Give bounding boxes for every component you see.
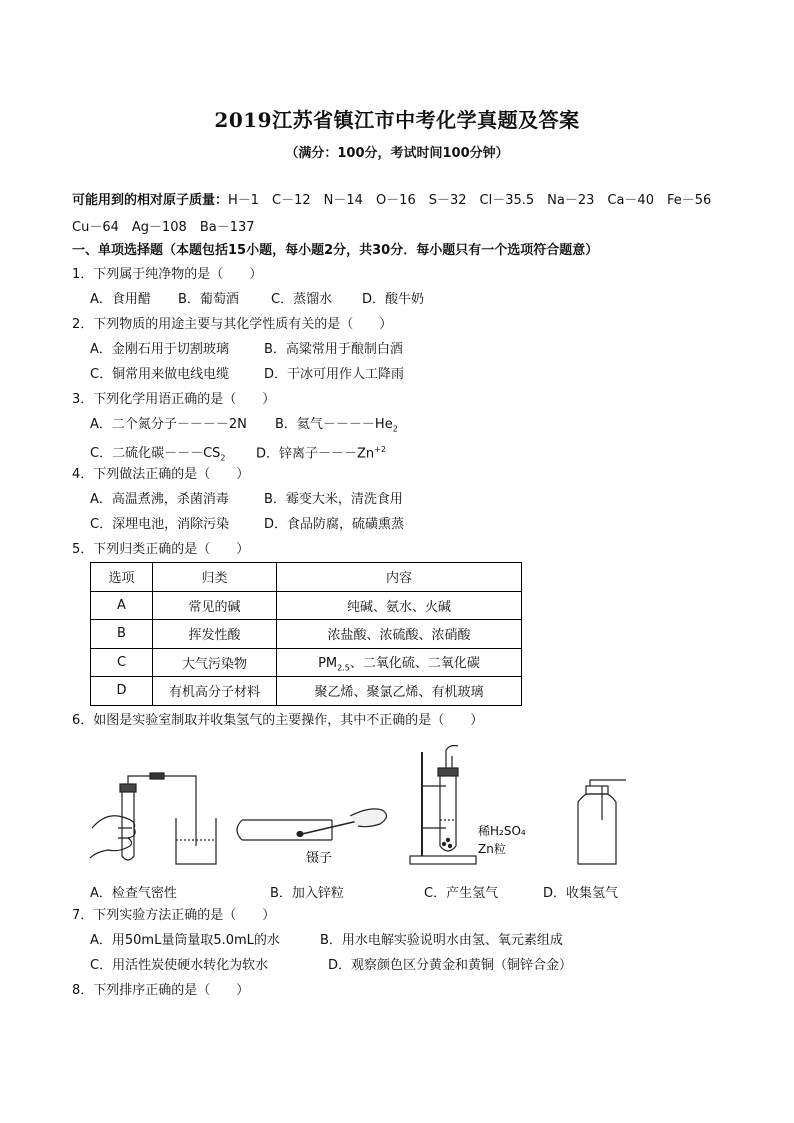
option-c: C．用活性炭使硬水转化为软水: [90, 958, 269, 973]
option-b: B．霉变大米，清洗食用: [264, 492, 403, 507]
question-7-options-row1: [90, 932, 563, 950]
table-cell-category: 有机高分子材料: [153, 677, 277, 706]
question-7-stem: 7．下列实验方法正确的是（ ）: [72, 908, 276, 923]
option-a: A．高温煮沸，杀菌消毒: [90, 492, 229, 507]
option-b-subscript: 2: [392, 424, 398, 434]
option-c-subscript: 2: [220, 453, 226, 463]
table-cell-content: 纯碱、氨水、火碱: [277, 591, 522, 620]
option-a: A．金刚石用于切割玻璃: [90, 342, 229, 357]
table-row: [91, 591, 522, 620]
figure-caption-a: A．检查气密性: [90, 886, 177, 901]
label-tweezers: 镊子: [306, 851, 333, 866]
table-cell-category: 大气污染物: [153, 648, 277, 677]
table-cell-option: B: [91, 620, 153, 649]
figure-caption-b: B．加入锌粒: [270, 886, 344, 901]
option-c: [90, 445, 256, 468]
figure-caption-d: D．收集氢气: [543, 886, 619, 901]
table-cell-option: D: [91, 677, 153, 706]
atomic-masses-values: H－1 C－12 N－14 O－16 S－32 Cl－35.5 Na－23 Ca－40 Fe－56: [228, 193, 712, 208]
table-header: 内容: [277, 563, 522, 592]
option-a: A．用50mL量筒量取5.0mL的水: [90, 933, 280, 948]
table-cell-option: C: [91, 648, 153, 677]
option-c-text: C．二硫化碳－－－CS: [90, 446, 221, 462]
figure-caption-c: C．产生氢气: [424, 886, 499, 901]
page-title: 2019江苏省镇江市中考化学真题及答案: [214, 108, 580, 132]
atomic-masses-label: 可能用到的相对原子质量：: [72, 193, 229, 208]
option-b: [275, 416, 398, 439]
question-7-options-row2: [90, 957, 572, 975]
question-1-stem: 1．下列属于纯净物的是（ ）: [72, 267, 263, 282]
content-pm-subscript: 2.5: [337, 663, 350, 673]
question-6-stem: 6．如图是实验室制取并收集氢气的主要操作，其中不正确的是（ ）: [72, 713, 484, 728]
question-2-stem: 2．下列物质的用途主要与其化学性质有关的是（ ）: [72, 317, 393, 332]
option-d: D．观察颜色区分黄金和黄铜（铜锌合金）: [328, 958, 573, 973]
table-cell-category: 常见的碱: [153, 591, 277, 620]
classification-table: [90, 562, 522, 706]
table-cell-content: 浓盐酸、浓硫酸、浓硝酸: [277, 620, 522, 649]
table-header-row: [91, 563, 522, 592]
table-header: 归类: [153, 563, 277, 592]
question-4-options-row2: [90, 516, 404, 534]
option-d-superscript: +2: [374, 445, 386, 454]
option-b: B．用水电解实验说明水由氢、氧元素组成: [320, 933, 563, 948]
option-c: C．深埋电池，消除污染: [90, 517, 230, 532]
table-cell-option: A: [91, 591, 153, 620]
option-d: [256, 441, 386, 463]
atomic-masses-line2: Cu－64 Ag－108 Ba－137: [72, 220, 255, 235]
table-row: [91, 648, 522, 677]
option-d: D．酸牛奶: [362, 292, 425, 307]
question-1-options: [90, 291, 424, 309]
table-row: [91, 677, 522, 706]
question-4-stem: 4．下列做法正确的是（ ）: [72, 467, 250, 482]
table-cell-content: 聚乙烯、聚氯乙烯、有机玻璃: [277, 677, 522, 706]
option-d-text: D．锌离子－－－Zn: [256, 446, 375, 462]
option-a: A．食用醋: [90, 292, 151, 307]
table-cell-content: [277, 648, 522, 677]
question-2-options-row1: [90, 341, 403, 359]
content-pm: PM: [318, 655, 338, 671]
question-3-options-row1: [90, 416, 398, 439]
question-8-stem: 8．下列排序正确的是（ ）: [72, 983, 250, 998]
section-heading: 一、单项选择题（本题包括15小题，每小题2分，共30分．每小题只有一个选项符合题意）: [72, 243, 599, 258]
page-subtitle: （满分：100分，考试时间100分钟）: [285, 146, 509, 161]
option-b: B．高粱常用于酿制白酒: [264, 342, 403, 357]
figure-airtightness-check: [88, 768, 228, 868]
option-a: A．二个氮分子－－－－2N: [90, 417, 247, 432]
table-header: 选项: [91, 563, 153, 592]
question-4-options-row1: [90, 491, 403, 509]
atomic-masses-line1: [72, 192, 711, 210]
question-3-stem: 3．下列化学用语正确的是（ ）: [72, 392, 276, 407]
figure-collecting-hydrogen: [568, 776, 628, 868]
figure-producing-hydrogen: [406, 744, 486, 868]
question-3-options-row2: [90, 441, 386, 468]
option-c: C．蒸馏水: [271, 292, 333, 307]
option-b: B．葡萄酒: [178, 292, 239, 307]
table-row: [91, 620, 522, 649]
content-rest: 、二氧化硫、二氧化碳: [349, 655, 480, 671]
option-d: D．干冰可用作人工降雨: [264, 367, 405, 382]
question-2-options-row2: [90, 366, 404, 384]
question-5-stem: 5．下列归类正确的是（ ）: [72, 542, 250, 557]
table-cell-category: 挥发性酸: [153, 620, 277, 649]
label-dilute-acid: 稀H₂SO₄: [478, 824, 526, 838]
option-b-text: B．氦气－－－－He: [275, 417, 393, 432]
option-d: D．食品防腐，硫磺熏蒸: [264, 517, 405, 532]
label-zinc: Zn粒: [478, 842, 506, 856]
option-c: C．铜常用来做电线电缆: [90, 367, 230, 382]
